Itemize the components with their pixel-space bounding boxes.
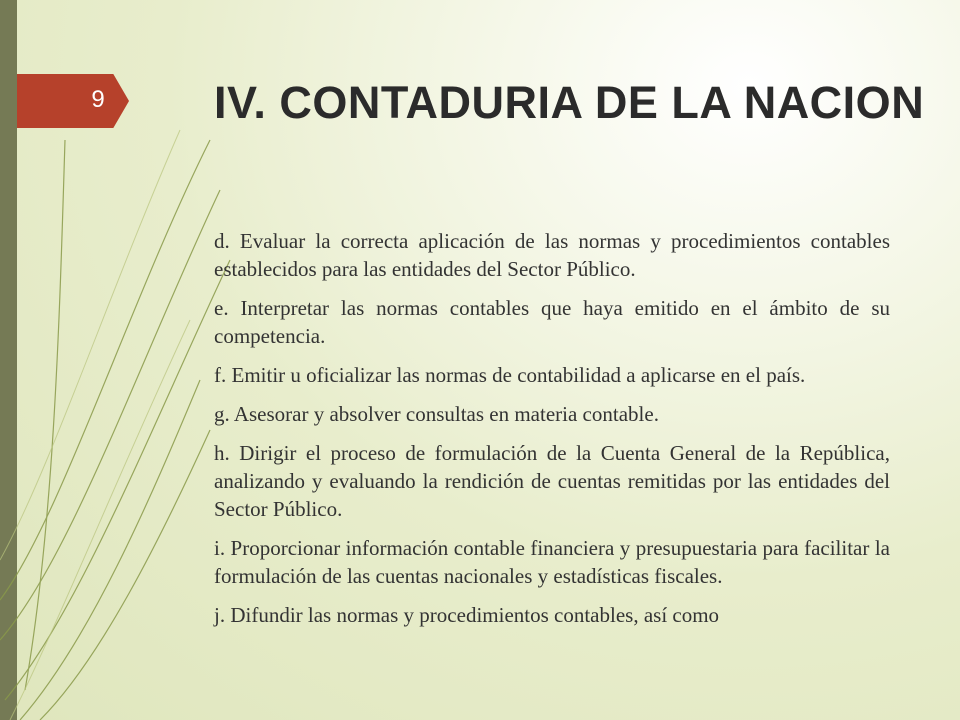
list-item: i. Proporcionar información contable financiera y presupuestaria para facilitar la formulación de las cuentas nacionales y estadísticas fiscales. — [214, 536, 890, 588]
list-item: j. Difundir las normas y procedimientos contables, así como — [214, 603, 720, 627]
decor-stroke — [10, 320, 190, 720]
decor-stroke — [0, 190, 220, 640]
left-accent-bar — [0, 0, 17, 720]
body-list — [214, 227, 890, 640]
list-item: g. Asesorar y absolver consultas en materia contable. — [214, 402, 659, 426]
list-item: f. Emitir u oficializar las normas de contabilidad a aplicarse en el país. — [214, 363, 806, 387]
decor-stroke — [25, 140, 65, 690]
slide-number: 9 — [91, 86, 105, 113]
decor-stroke — [0, 140, 210, 600]
decor-stroke — [0, 130, 180, 560]
list-item: d. Evaluar la correcta aplicación de las normas y procedimientos contables establecidos para las entidades del Sector Público. — [214, 229, 890, 281]
list-item: h. Dirigir el proceso de formulación de la Cuenta General de la República, analizando y evaluando la rendición de cuentas remitidas por las entidades del Sector Público. — [214, 441, 890, 521]
slide-title: IV. CONTADURIA DE LA NACION — [214, 77, 925, 128]
list-item: e. Interpretar las normas contables que haya emitido en el ámbito de su competencia. — [214, 296, 890, 348]
decor-stroke — [20, 380, 200, 720]
decor-stroke — [5, 260, 230, 700]
decor-stroke — [40, 430, 210, 720]
